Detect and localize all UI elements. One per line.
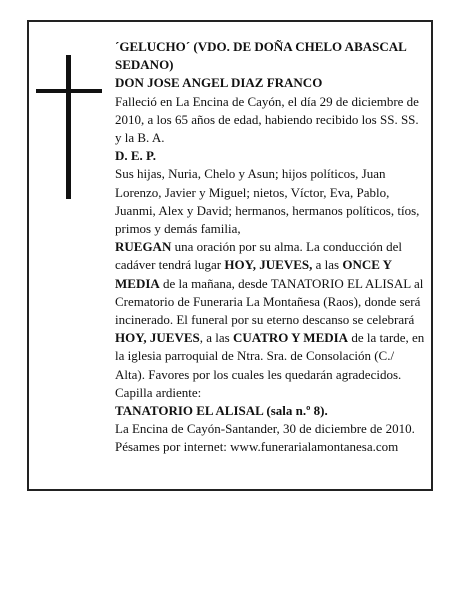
funeral-details: RUEGAN una oración por su alma. La conducción del cadáver tendrá lugar HOY, JUEVES, a las ONCE Y MEDIA de la mañana, desde TANATORIO EL ALISAL al Crematorio de Funeraria La Montañesa (Raos), donde será incinerado. El funeral por su eterno descanso se celebrará HOY, JUEVES, a las CUATRO Y MEDIA de la tarde, en la iglesia parroquial de Ntra. Sra. de Consolación (C./ Alta). Favores por los cuales les quedarán agradecidos. Capilla ardiente: — [115, 239, 425, 400]
deceased-nickname: ´GELUCHO´ (VDO. DE DOÑA CHELO ABASCAL SEDANO) — [115, 39, 407, 73]
condolences-link: Pésames por internet: www.funerarialamontanesa.com — [115, 439, 399, 455]
deceased-name: DON JOSE ANGEL DIAZ FRANCO — [115, 75, 323, 91]
death-notice: Falleció en La Encina de Cayón, el día 29 de diciembre de 2010, a los 65 años de edad, habiendo recibido los SS. SS. y la B. A. — [115, 93, 419, 146]
cross-icon — [66, 55, 71, 199]
family-list: Sus hijas, Nuria, Chelo y Asun; hijos políticos, Juan Lorenzo, Javier y Miguel; nietos, Víctor, Eva, Pablo, Juanmi, Alex y David; hermanos, hermanos políticos, tíos, primos y demás familia, — [115, 166, 420, 237]
chapel-location: TANATORIO EL ALISAL (sala n.º 8). — [115, 403, 328, 419]
obituary-text — [115, 38, 425, 457]
place-date: La Encina de Cayón-Santander, 30 de diciembre de 2010. — [115, 421, 415, 437]
cross-icon-bar — [36, 89, 102, 93]
rip-line: D. E. P. — [115, 148, 157, 164]
